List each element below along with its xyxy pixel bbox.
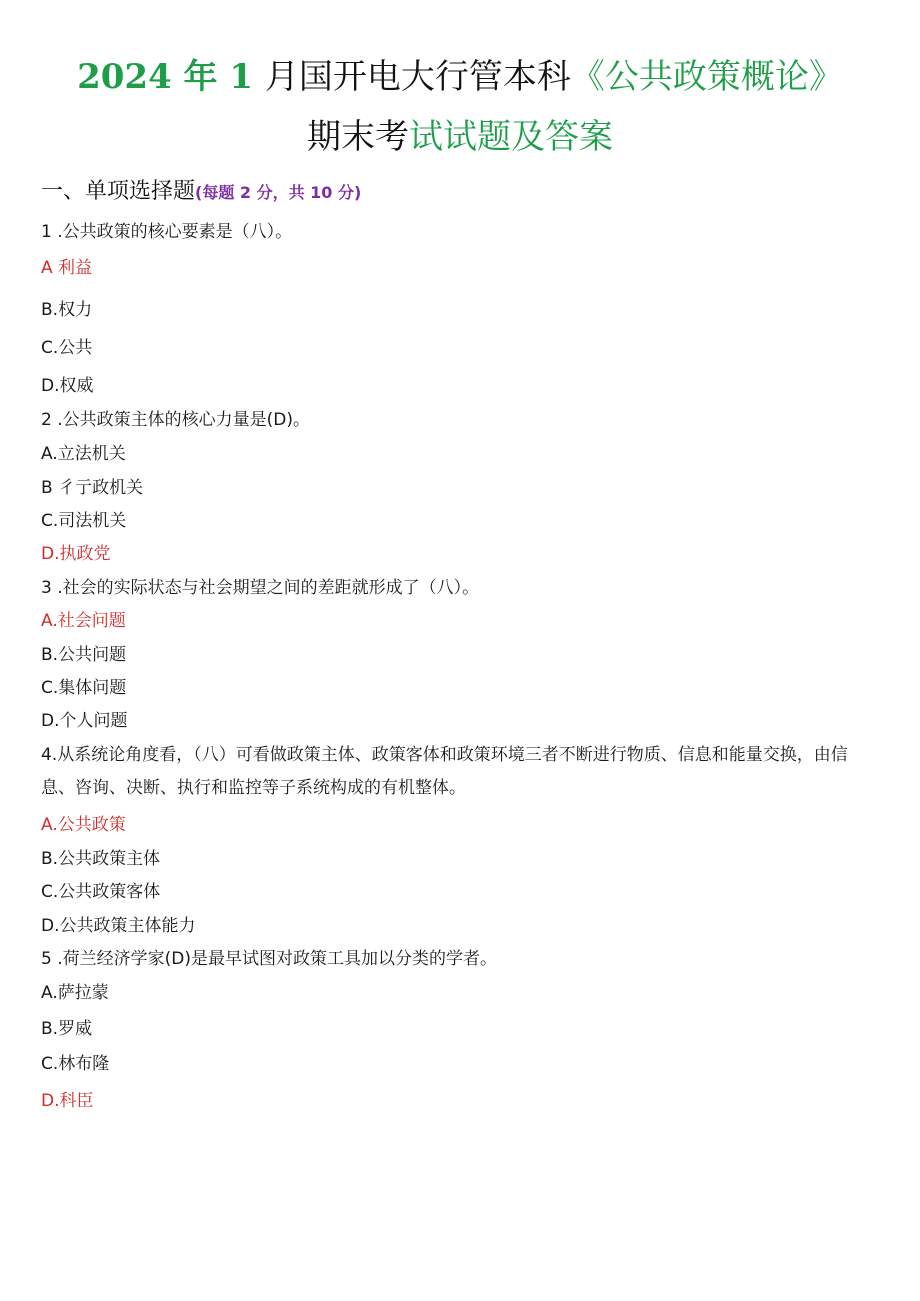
title-answers: 试试题及答案 [409, 117, 613, 157]
option: C.集体问题 [41, 678, 127, 698]
option: A.立法机关 [41, 444, 126, 464]
answer-option: A 利益 [41, 258, 93, 278]
option: C.林布隆 [41, 1054, 110, 1074]
answer-option: D.执政党 [41, 544, 111, 564]
document-title-line-1 [0, 52, 920, 102]
option: C.司法机关 [41, 511, 127, 531]
section-heading [41, 174, 361, 205]
section-title: 一、单项选择题 [41, 179, 196, 204]
answer-option: A.社会问题 [41, 611, 126, 631]
option: A.萨拉蒙 [41, 983, 109, 1003]
section-note: (每题 2 分，共 10 分) [195, 183, 362, 202]
option: D.公共政策主体能力 [41, 916, 196, 936]
question-stem: 1 .公共政策的核心要素是（八）。 [41, 222, 293, 242]
title-exam: 期末考 [307, 117, 409, 157]
answer-option: D.科臣 [41, 1091, 94, 1111]
question-stem: 5 .荷兰经济学家(D)是最早试图对政策工具加以分类的学者。 [41, 949, 497, 969]
option: B.罗威 [41, 1019, 93, 1039]
title-year: 2024 年 1 [77, 57, 265, 97]
option: B 彳亍政机关 [41, 478, 144, 498]
option: D.个人问题 [41, 711, 128, 731]
title-course: 月国开电大行管本科 [264, 57, 571, 97]
option: C.公共 [41, 338, 93, 358]
question-stem: 3 .社会的实际状态与社会期望之间的差距就形成了（八）。 [41, 578, 480, 598]
question-stem: 4.从系统论角度看，（八）可看做政策主体、政策客体和政策环境三者不断进行物质、信息和能量交换，由信息、咨询、决断、执行和监控等子系统构成的有机整体。 [41, 745, 848, 798]
document-title-line-2 [0, 112, 920, 162]
question-stem: 2 .公共政策主体的核心力量是(D)。 [41, 410, 310, 430]
option: C.公共政策客体 [41, 882, 161, 902]
option: B.权力 [41, 300, 93, 320]
answer-option: A.公共政策 [41, 815, 126, 835]
option: B.公共政策主体 [41, 849, 161, 869]
option: D.权威 [41, 376, 94, 396]
title-subject: 《公共政策概论》 [570, 57, 843, 97]
option: B.公共问题 [41, 645, 127, 665]
